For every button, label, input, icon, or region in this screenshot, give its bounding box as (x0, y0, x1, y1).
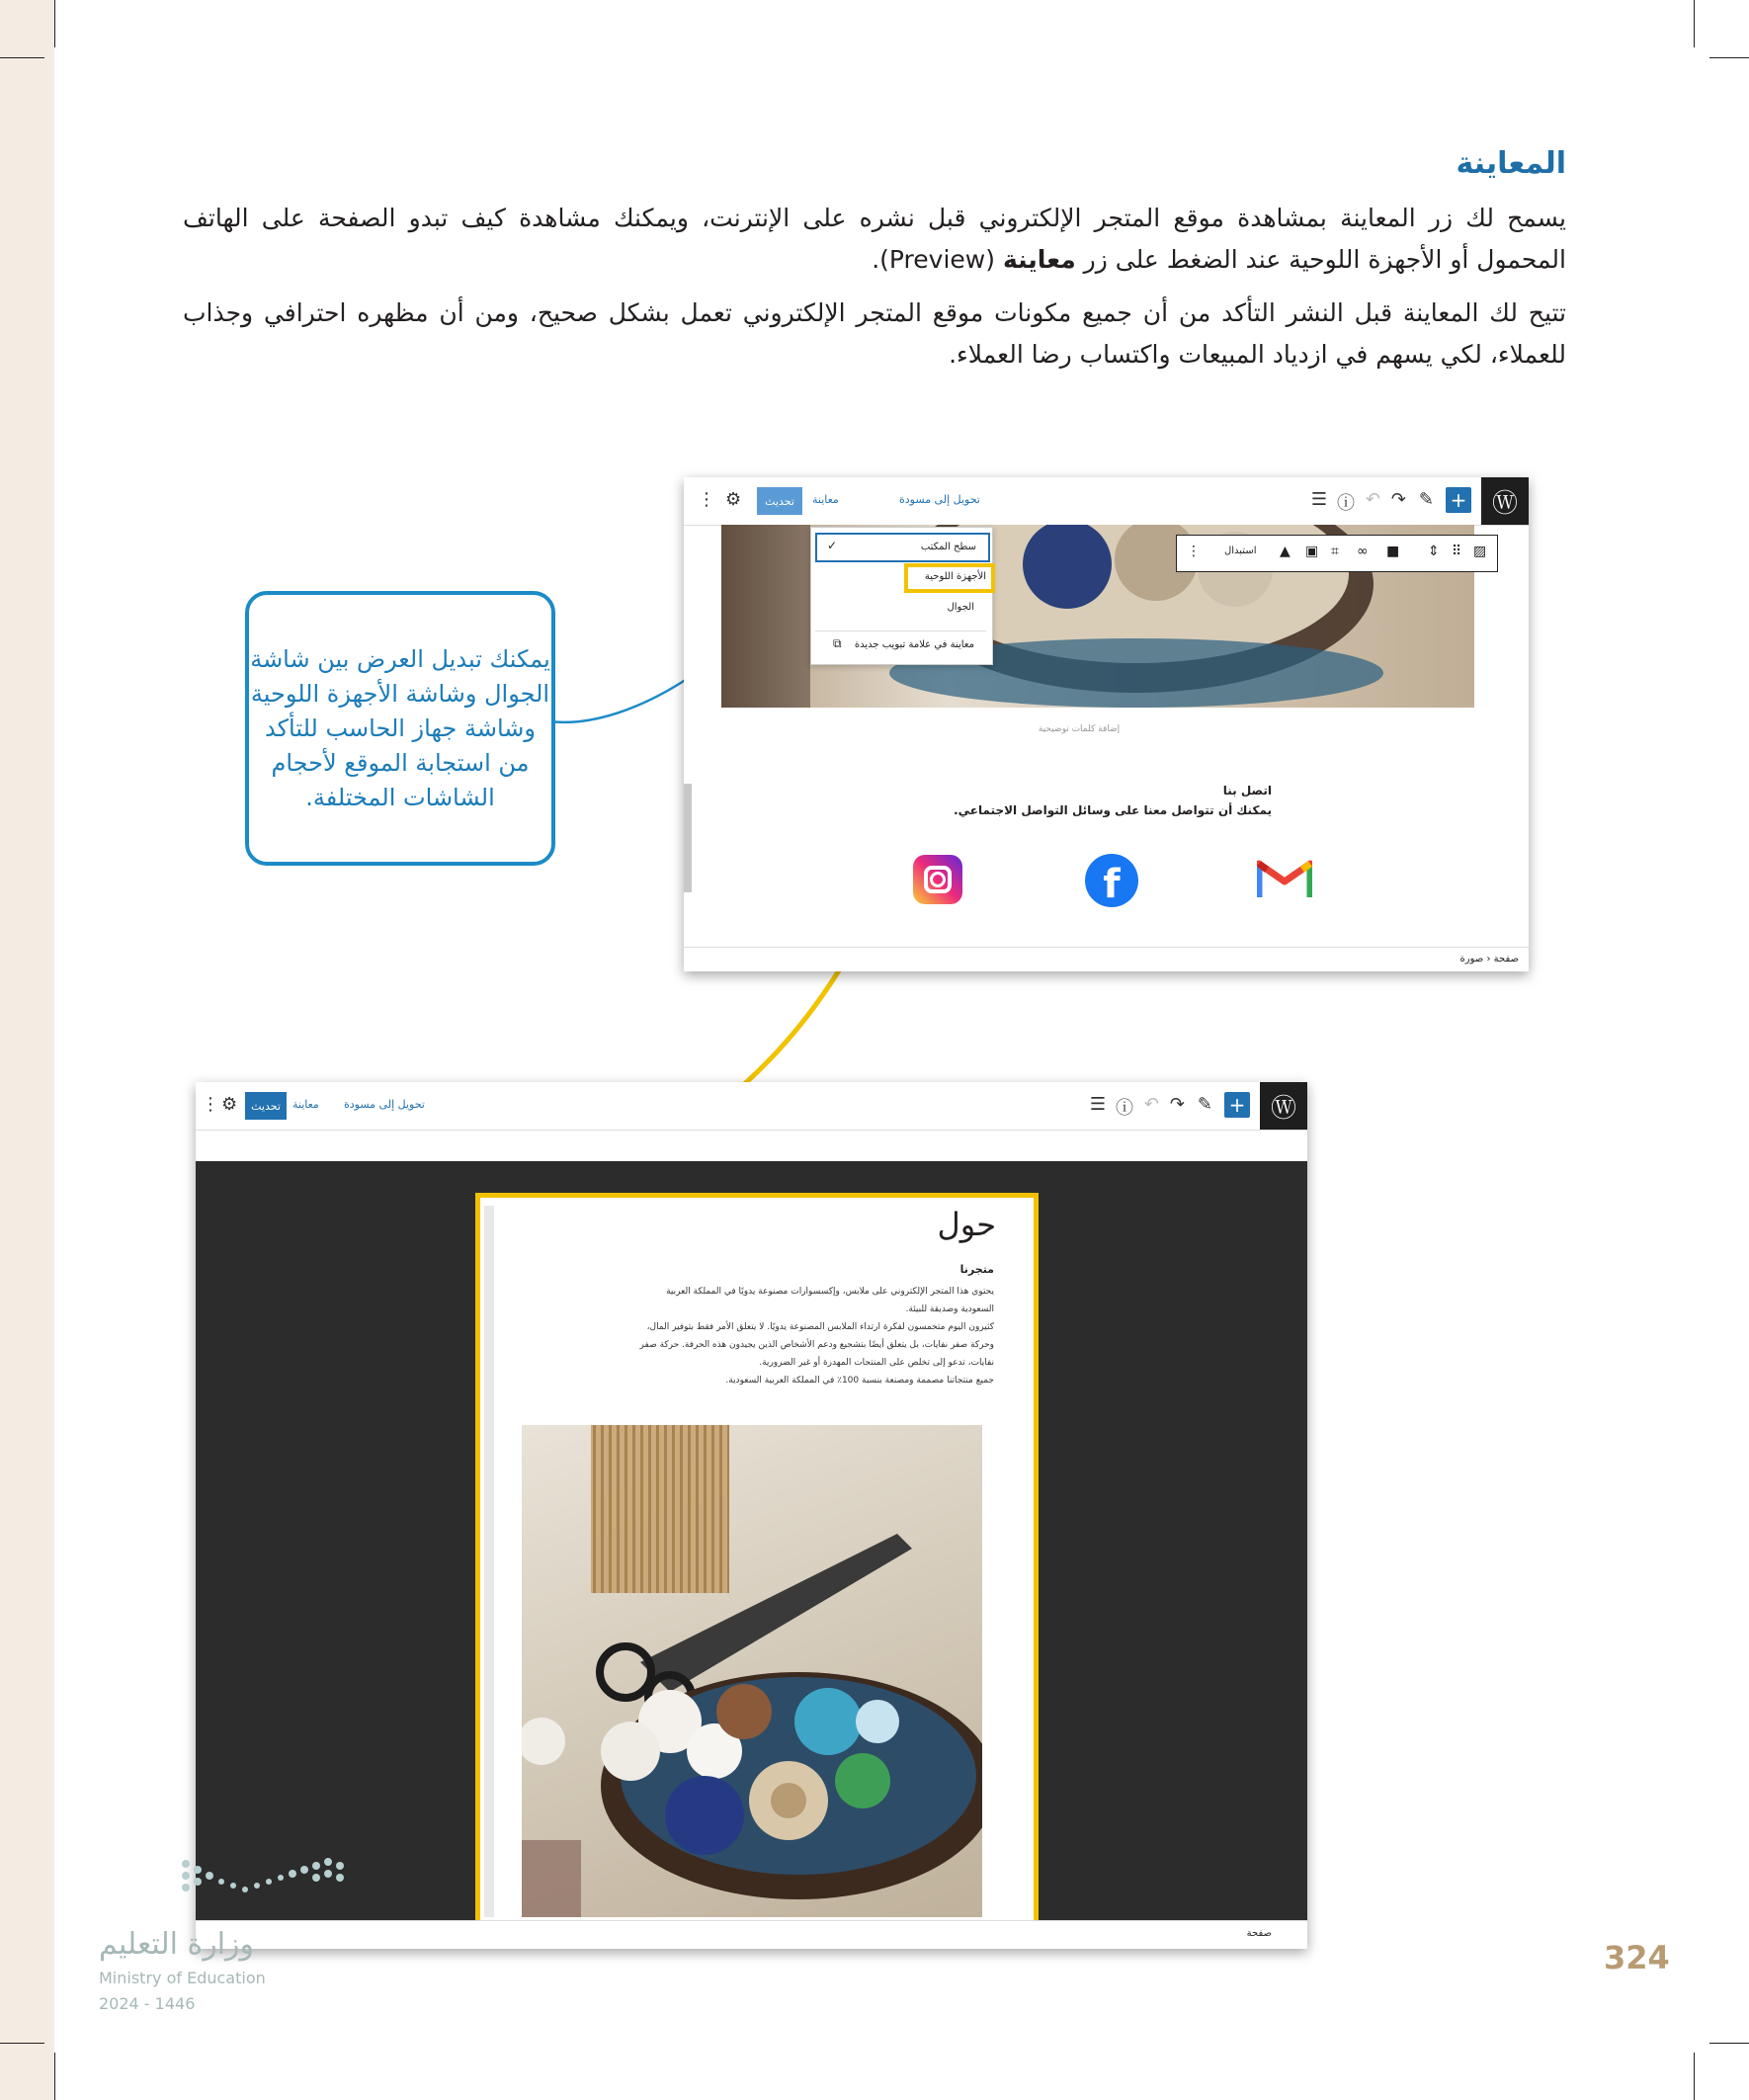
facebook-icon[interactable]: f (1085, 854, 1138, 907)
menu-item-mobile[interactable] (815, 597, 986, 619)
editor-screenshot-top (684, 477, 1529, 971)
about-product-photo[interactable] (522, 1425, 982, 1917)
gmail-icon[interactable] (1257, 858, 1312, 899)
photo-contents (522, 1425, 982, 1917)
preview-link[interactable]: معاينة (292, 1098, 319, 1111)
drag-handle-icon[interactable]: ⠿ (1452, 544, 1462, 559)
ministry-year: 2024 - 1446 (99, 1994, 196, 2013)
body-line: يحتوي هذا المتجر الإلكتروني على ملابس، وإكسسوارات مصنوعة يدويًا في المملكة العربية (666, 1287, 994, 1297)
callout-text: يمكنك تبديل العرض بين شاشة الجوال وشاشة الأجهزة اللوحية وشاشة جهاز الحاسب للتأكد من استجابة الموقع لأحجام الشاشات المختلفة. (250, 644, 550, 811)
external-link-icon: ⧉ (833, 636, 842, 650)
status-bar (196, 1920, 1307, 1949)
ministry-name-ar: وزارة التعليم (99, 1927, 255, 1962)
about-body-text (559, 1283, 994, 1389)
menu-item-label: الجوال (947, 602, 974, 613)
menu-item-new-tab[interactable] (815, 630, 986, 655)
wordpress-logo-icon[interactable]: Ⓦ (1260, 1082, 1307, 1130)
editor-toolbar (196, 1082, 1307, 1131)
preview-device-menu (810, 527, 993, 665)
paragraph-bold-term: معاينة (1002, 245, 1076, 274)
add-block-icon[interactable]: + (1446, 487, 1471, 513)
paragraph-preview-benefits: تتيح لك المعاينة قبل النشر التأكد من أن جميع مكونات موقع المتجر الإلكتروني تعمل بشكل صحيح، ومن أن مظهره احترافي وجذاب للعملاء، لكي يسهم في ازدياد المبيعات واكتساب رضا العملاء. (183, 298, 1566, 369)
menu-item-label: معاينة في علامة تبويب جديدة (854, 639, 974, 650)
more-options-icon[interactable]: ⋮ (1187, 544, 1201, 559)
undo-icon[interactable]: ↶ (1365, 489, 1380, 510)
wordpress-logo-icon[interactable]: Ⓦ (1481, 477, 1529, 525)
edit-pencil-icon[interactable]: ✎ (1418, 489, 1434, 510)
switch-to-draft-link[interactable]: تحويل إلى مسودة (899, 493, 980, 506)
breadcrumb[interactable]: صفحة ‹ صورة (1459, 954, 1519, 965)
align-icon[interactable]: ■ (1386, 544, 1400, 559)
info-icon[interactable]: ⓘ (1116, 1098, 1133, 1119)
more-options-icon[interactable]: ⋮ (698, 489, 715, 510)
status-bar (684, 947, 1529, 971)
body-line: السعودية وصديقة للبيئة. (905, 1304, 994, 1314)
editor-toolbar (684, 477, 1529, 526)
update-button[interactable]: تحديث (757, 487, 802, 515)
breadcrumb[interactable]: صفحة (1246, 1928, 1272, 1939)
replace-button[interactable]: استبدال (1224, 546, 1257, 556)
undo-icon[interactable]: ↶ (1143, 1094, 1159, 1115)
link-icon[interactable]: ∞ (1357, 544, 1369, 559)
checkmark-icon: ✓ (827, 539, 838, 552)
page-number: 324 (1604, 1939, 1670, 1976)
store-title: متجرنا (959, 1263, 994, 1276)
tablet-preview-frame (475, 1193, 1039, 1934)
more-options-icon[interactable]: ⋮ (202, 1094, 219, 1115)
ministry-name-en: Ministry of Education (99, 1969, 266, 1987)
crop-icon[interactable]: ⌗ (1331, 544, 1339, 559)
scrollbar[interactable] (484, 1206, 494, 1917)
menu-item-tablet[interactable] (904, 563, 995, 593)
image-type-icon[interactable]: ▨ (1473, 544, 1487, 559)
add-block-icon[interactable]: + (1224, 1092, 1250, 1118)
text-overlay-icon[interactable]: ▲ (1280, 544, 1291, 559)
list-view-icon[interactable]: ☰ (1089, 1094, 1106, 1115)
menu-item-label: سطح المكتب (920, 542, 976, 552)
image-icon[interactable]: ▣ (1305, 544, 1319, 559)
body-line: كثيرون اليوم متحمسون لفكرة ارتداء الملابس المصنوعة يدويًا. لا يتعلق الأمر فقط بتوفير المال، (646, 1322, 994, 1332)
editor-screenshot-bottom (196, 1082, 1307, 1949)
menu-item-desktop[interactable] (815, 533, 990, 562)
section-heading: المعاينة (1456, 146, 1566, 181)
body-line: جميع منتجاتنا مصممة ومصنعة بنسبة 100٪ في المملكة العربية السعودية. (725, 1376, 994, 1386)
contact-text: يمكنك أن تتواصل معنا على وسائل التواصل الاجتماعي. (954, 803, 1272, 817)
settings-gear-icon[interactable]: ⚙ (221, 1094, 238, 1115)
menu-item-label: الأجهزة اللوحية (924, 571, 986, 582)
instagram-icon[interactable] (913, 855, 962, 904)
settings-gear-icon[interactable]: ⚙ (725, 489, 742, 510)
image-block-toolbar (1176, 535, 1498, 572)
edit-pencil-icon[interactable]: ✎ (1197, 1094, 1212, 1115)
callout-box (245, 591, 555, 866)
image-caption[interactable]: إضافة كلمات توضيحية (1038, 724, 1121, 734)
contact-title: اتصل بنا (1222, 784, 1272, 798)
scrollbar[interactable] (684, 784, 692, 892)
preview-link[interactable]: معاينة (812, 493, 839, 506)
body-line: نفايات، تدعو إلى تخلص على المنتجات المهدرة أو غير الضرورية. (759, 1358, 994, 1368)
update-button[interactable]: تحديث (245, 1092, 287, 1120)
page-title: حول (937, 1206, 996, 1243)
move-arrows-icon[interactable]: ⇕ (1428, 544, 1440, 559)
ministry-logo-dots (178, 1856, 356, 1915)
switch-to-draft-link[interactable]: تحويل إلى مسودة (344, 1098, 425, 1111)
info-icon[interactable]: ⓘ (1337, 493, 1355, 514)
paragraph-text: يسمح لك زر المعاينة بمشاهدة موقع المتجر الإلكتروني قبل نشره على الإنترنت، ويمكنك مشاهدة كيف تبدو الصفحة على الهاتف المحمول أو الأجهزة اللوحية عند الضغط على زر (183, 204, 1566, 274)
paragraph-text: (Preview). (872, 245, 1003, 274)
redo-icon[interactable]: ↷ (1169, 1094, 1185, 1115)
list-view-icon[interactable]: ☰ (1310, 489, 1327, 510)
redo-icon[interactable]: ↷ (1390, 489, 1406, 510)
body-line: وحركة صفر نفايات، بل يتعلق أيضًا بتشجيع ودعم الأشخاص الذين يجيدون هذه الحرفة. حركة صفر (639, 1340, 994, 1350)
